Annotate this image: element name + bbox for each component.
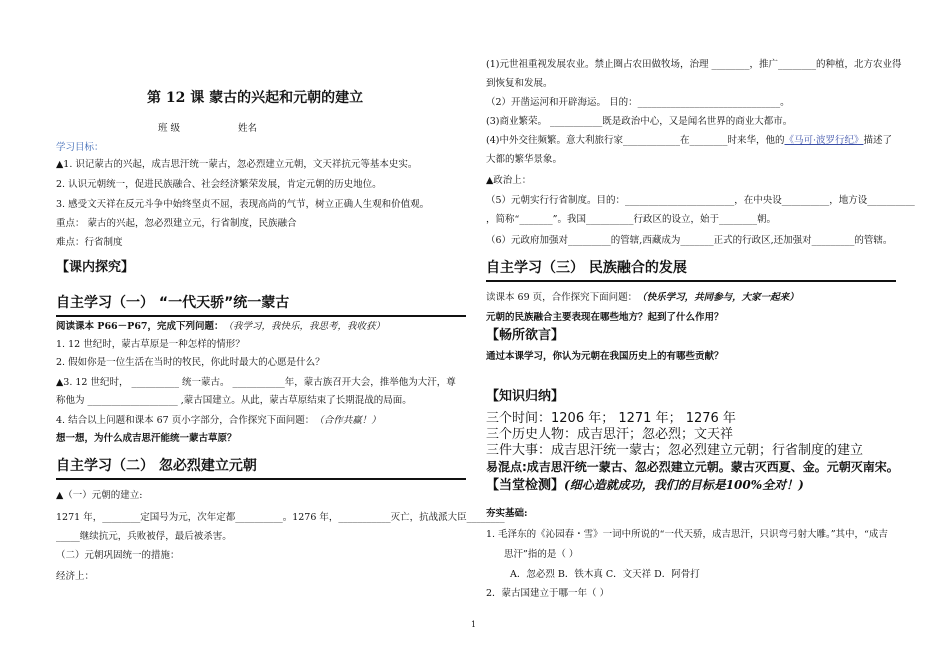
section-yuye: 【畅所欲言】	[486, 328, 565, 343]
summary-confusables: 易混点:成吉思汗统一蒙古、忽必烈建立元朝。蒙古灭西夏、金。元朝灭南宋。	[486, 460, 899, 474]
s2-line-1: 1271 年，________定国号为元，次年定都__________。1276 年，___________灭亡，抗战派大臣________	[56, 512, 505, 523]
r-item-6: （6）元政府加强对_________的管辖,西藏成为_______正式的行政区,还加强对_________的管辖。	[486, 235, 893, 246]
quiz-question-2: 2．蒙古国建立于哪一年（ ）	[486, 588, 610, 599]
s1-read-line	[56, 320, 385, 333]
marco-polo-link[interactable]: 《马可·波罗行纪》	[784, 135, 864, 146]
s1-question-4: 4. 结合以上问题和课本 67 页小字部分，合作探究下面问题：	[56, 415, 315, 426]
s3-read-slogan: （快乐学习，共同参与，大家一起来）	[637, 292, 799, 303]
s2-economy: 经济上：	[56, 571, 95, 582]
s1-question-4-line	[56, 414, 381, 427]
s2-yuan-founding: ▲（一）元朝的建立:	[56, 490, 143, 501]
page-title: 第 12 课 蒙古的兴起和元朝的建立	[147, 90, 364, 106]
goals-heading: 学习目标：	[56, 142, 104, 153]
goal-item: 3. 感受文天祥在反元斗争中始终坚贞不屈，表现高尚的气节，树立正确人生观和价值观。	[56, 199, 430, 210]
s3-question: 元朝的民族融合主要表现在哪些地方？起到了什么作用？	[486, 312, 724, 323]
section-jiance-line	[486, 479, 804, 493]
s1-read-slogan: （我学习，我快乐，我思考，我收获）	[223, 321, 386, 332]
r-item-5a: （5）元朝实行行省制度。目的：_______________________，在中央设__________，地方设__________	[486, 195, 915, 206]
s1-question-4-slogan: （合作共赢！）	[314, 415, 381, 426]
name-label: 姓名	[238, 123, 258, 134]
r-politics: ▲政治上：	[486, 175, 532, 186]
summary-people: 三个历史人物：成吉思汗；忽必烈；文天祥	[486, 427, 734, 442]
r-item-4a: (4)中外交往频繁。意大利旅行家____________在________时来华，他的	[486, 135, 785, 146]
summary-times: 三个时间：1206 年； 1271 年； 1276 年	[486, 411, 736, 426]
jiance-slogan: (细心造就成功，我们的目标是100%全对！)	[564, 478, 804, 492]
key-points: 重点： 蒙古的兴起，忽必烈建立元，行省制度，民族融合	[56, 218, 297, 229]
class-label: 班 级	[158, 123, 181, 134]
r-item-3: (3)商业繁荣。 ___________既是政治中心，又是闻名世界的商业大都市。	[486, 116, 793, 127]
section-guina: 【知识归纳】	[486, 389, 565, 404]
r-item-1a: (1)元世祖重视发展农业。禁止圈占农田做牧场，治理 ________，推广________的种植，北方农业得	[486, 59, 902, 70]
difficulty: 难点：行省制度	[56, 237, 123, 248]
s3-read: 读课本 69 页，合作探究下面问题：	[486, 292, 638, 303]
quiz-question-1-options: A．忽必烈 B．铁木真 C．文天祥 D．阿骨打	[510, 569, 700, 580]
yuye-question: 通过本课学习，你认为元朝在我国历史上的有哪些贡献？	[486, 351, 724, 362]
page-number: 1	[471, 620, 477, 629]
s1-question-3b: 称他为 ___________________ ,蒙古国建立。从此，蒙古草原结束了长期混战的局面。	[56, 395, 412, 406]
r-item-1b: 到恢复和发展。	[486, 78, 553, 89]
s1-question-1: 1. 12 世纪时，蒙古草原是一种怎样的情形？	[56, 339, 245, 350]
section-2-heading: 自主学习（二） 忽必烈建立元朝	[56, 458, 257, 474]
s1-think: 想一想，为什么成吉思汗能统一蒙古草原？	[56, 433, 237, 444]
jichu-heading: 夯实基础:	[486, 508, 528, 519]
s3-read-line	[486, 291, 799, 304]
section-1-heading: 自主学习（一） “一代天骄”统一蒙古	[56, 295, 290, 311]
s1-read: 阅读课本 P66－P67，完成下列问题：	[56, 321, 224, 332]
r-item-5b: ，简称“_______”。我国__________行政区的设立，始于________朝。	[486, 214, 776, 225]
section-2-underline	[56, 478, 466, 480]
section-3-underline	[486, 280, 896, 282]
section-ketang: 【课内探究】	[56, 260, 135, 275]
section-3-heading: 自主学习（三） 民族融合的发展	[486, 260, 687, 276]
goal-item: 2. 认识元朝统一，促进民族融合、社会经济繁荣发展，肯定元朝的历史地位。	[56, 179, 382, 190]
quiz-question-1b: 思汗”指的是（ ）	[504, 549, 579, 560]
quiz-question-1a: 1. 毛泽东的《沁园春・雪》一词中所说的“一代天骄，成吉思汗，只识弯弓射大雕。”其中，“成吉	[486, 529, 888, 540]
r-item-4c: 大都的繁华景象。	[486, 154, 563, 165]
s1-question-2: 2. 假如你是一位生活在当时的牧民，你此时最大的心愿是什么？	[56, 357, 325, 368]
s2-measures: （二）元朝巩固统一的措施：	[56, 550, 180, 561]
s1-question-3a: ▲3. 12 世纪时， __________ 统一蒙古。 ___________年，蒙古族召开大会，推举他为大汗，尊	[56, 377, 456, 388]
section-jiance: 【当堂检测】	[486, 478, 565, 493]
r-item-4b: 描述了	[863, 135, 893, 146]
r-item-2: （2）开凿运河和开辟海运。 目的：______________________________。	[486, 97, 790, 108]
r-item-4-line	[486, 134, 892, 147]
section-1-underline	[56, 315, 466, 317]
s2-line-2: _____继续抗元，兵败被俘，最后被杀害。	[56, 531, 232, 542]
summary-events: 三件大事：成吉思汗统一蒙古；忽必烈建立元朝；行省制度的建立	[486, 443, 864, 458]
goal-item: ▲1. 识记蒙古的兴起，成吉思汗统一蒙古，忽必烈建立元朝，文天祥抗元等基本史实。	[56, 159, 418, 170]
